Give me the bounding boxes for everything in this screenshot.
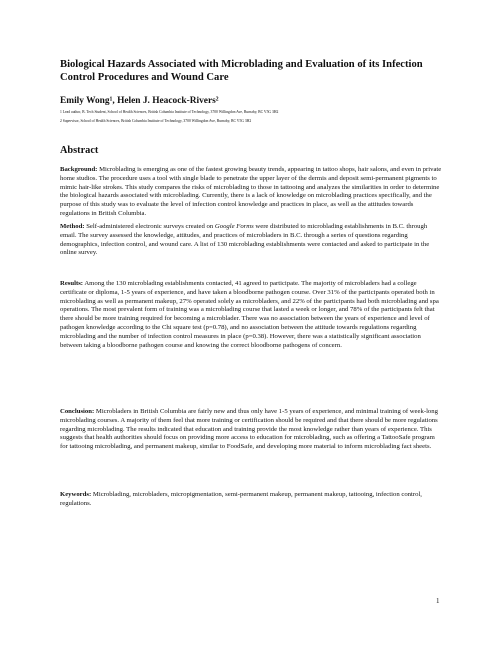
method-text-before: Self-administered electronic surveys created on xyxy=(84,223,215,230)
paper-title: Biological Hazards Associated with Microblading and Evaluation of its Infection Control Procedures and Wound Care xyxy=(60,59,423,84)
results-label: Results: xyxy=(60,280,84,287)
results-paragraph xyxy=(60,280,442,350)
keywords-label: Keywords: xyxy=(60,491,92,498)
affiliation-1: 1 Lead author, B. Tech Student, School of Health Sciences, British Columbia Institute of Technology, 3700 Willingdon Ave, Burnaby, BC V5G 3H2 xyxy=(60,110,279,114)
conclusion-paragraph xyxy=(60,408,442,452)
background-label: Background: xyxy=(60,166,98,173)
page-number: 1 xyxy=(436,597,440,605)
keywords-text: Microblading, microbladers, micropigmentation, semi-permanent makeup, permanent makeup, tattooing, infection control, regulations. xyxy=(60,491,422,507)
conclusion-text: Microbladers in British Columbia are fairly new and thus only have 1-5 years of experience, and minimal training of week-long microblading courses. A majority of them feel that more training or certification should be required and that there should be more regulations regarding microblading. The results indicated that education and training provide the most knowledge rather than years of experience. This suggests that health authorities should focus on providing more access to education for microblading, such as offering a TattooSafe program for tattooing microblading, and permanent makeup, similar to FoodSafe, and developing more material to inform microblading fact sheets. xyxy=(60,408,438,451)
background-text: Microblading is emerging as one of the fastest growing beauty trends, appearing in tattoo shops, hair salons, and even in private home studios. The procedure uses a tool with single blade to penetrate the upper layer of the dermis and deposit semi-permanent pigments to mimic hair-like strokes. This study compares the risks of microblading to those in tattooing and analyzes the similarities in order to determine the biological hazards associated with microblading. Currently, there is a lack of knowledge on microblading practices specifically, and the purpose of this study was to evaluate the level of infection control knowledge and practices in place, as well as the attitudes towards regulations in British Columbia. xyxy=(60,166,442,217)
abstract-heading: Abstract xyxy=(60,145,99,156)
results-text: Among the 130 microblading establishments contacted, 41 agreed to participate. The majority of microbladers had a college certificate or diploma, 1-5 years of experience, and have taken a bloodborne pathogen course. Over 31% of the participants operated both in microblading as well as permanent makeup, 27% operated solely as microbladers, and 22% of the participants had both microblading and spa operations. The most prevalent form of training was a microblading course that lasted a week or longer, and 78% of the participants felt that there should be more training required for becoming a microblader. There was no association between the years of experience and level of pathogen knowledge according to the Chi square test (p=0.78), and no association between the attitude towards regulations regarding microblading and the number of infection control measures in place (p=0.38). However, there was a statistically significant association between taking a bloodborne pathogen course and knowing the correct bloodborne pathogens of concern. xyxy=(60,280,439,349)
method-italic-text: Google Forms xyxy=(214,223,254,230)
authors: Emily Wong¹, Helen J. Heacock-Rivers² xyxy=(60,96,219,106)
affiliation-2: 2 Supervisor, School of Health Sciences, British Columbia Institute of Technology, 3700 Willingdon Ave, Burnaby, BC V5G 3H2 xyxy=(60,119,252,123)
keywords-paragraph xyxy=(60,491,442,509)
method-text-after: were distributed to microblading establishments in B.C. through email. The survey assessed the knowledge, attitudes, and practices of microbladers in B.C. through a series of questions regarding demographics, infection control, and wound care. A list of 130 microblading establishments were contacted and asked to participate in the online survey. xyxy=(60,223,430,257)
method-paragraph xyxy=(60,223,442,258)
method-label: Method: xyxy=(60,223,85,230)
background-paragraph xyxy=(60,166,442,219)
conclusion-label: Conclusion: xyxy=(60,408,95,415)
